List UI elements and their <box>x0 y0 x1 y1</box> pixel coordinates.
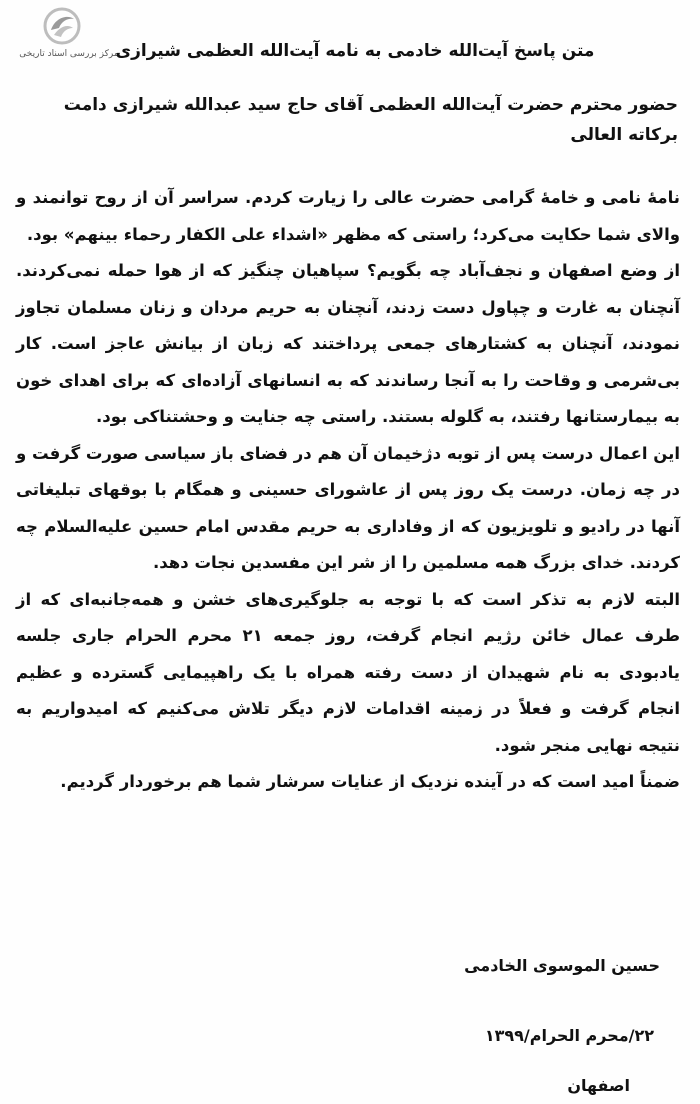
archive-caption: مرکز بررسی اسناد تاریخی <box>19 49 119 59</box>
letter-salutation: حضور محترم حضرت آیت‌الله العظمی آقای حاج سید عبدالله شیرازی دامت برکاته العالی <box>63 95 678 145</box>
letter-title: متن پاسخ آیت‌الله خادمی به نامه آیت‌الله العظمی شیرازی <box>115 41 595 61</box>
letter-body <box>16 180 680 801</box>
signer-name: حسین الموسوی الخادمی <box>464 956 660 975</box>
letter-paragraph: البته لازم به تذکر است که با توجه به جلوگیری‌های خشن و همه‌جانبه‌ای که از طرف عمال خائن رژیم انجام گرفت، روز جمعه ۲۱ محرم الحرام جاری جلسه یادبودی به نام شهیدان از دست رفته همراه با یک راهپیمایی گسترده و عظیم انجام گرفت و فعلاً در زمینه اقدامات لازم دیگر تلاش می‌کنیم که امیدواریم به نتیجه نهایی منجر شود. <box>16 589 680 755</box>
letter-date: ۲۲/محرم الحرام/۱۳۹۹ <box>484 1026 654 1045</box>
letter-city: اصفهان <box>567 1076 630 1095</box>
letter-paragraph: نامهٔ نامی و خامهٔ گرامی حضرت عالی را زیارت کردم. سراسر آن از روح توانمند و والای شما حکایت می‌کرد؛ راستی که مظهر «اشداء علی الکفار رحماء بینهم» بود. <box>16 188 680 244</box>
letter-paragraph: این اعمال درست پس از توبه دژخیمان آن هم در فضای باز سیاسی صورت گرفت و در چه زمان. درست یک روز پس از عاشورای حسینی و همگام با بوقهای تبلیغاتی آنها در رادیو و تلویزیون که از وفاداری به حریم مقدس امام حسین علیه‌السلام چه کردند. خدای بزرگ همه مسلمین را از شر این مفسدین نجات دهد. <box>16 443 680 572</box>
letter-paragraph: ضمناً امید است که در آینده نزدیک از عنایات سرشار شما هم برخوردار گردیم. <box>60 772 680 791</box>
letter-paragraph: از وضع اصفهان و نجف‌آباد چه بگویم؟ سپاهیان چنگیز که از هوا حمله نمی‌کردند. آنچنان به غارت و چپاول دست زدند، آنچنان به حریم مردان و زنان مسلمان تجاوز نمودند، آنچنان به کشتارهای جمعی پرداختند که زبان از بیانش عاجز است. کار بی‌شرمی و وقاحت را به آنجا رساندند که به انسانهای آزاده‌ای که برای اهدای خون به بیمارستانها رفتند، به گلوله بستند. راستی چه جنایت و وحشتناکی بود. <box>16 261 680 426</box>
